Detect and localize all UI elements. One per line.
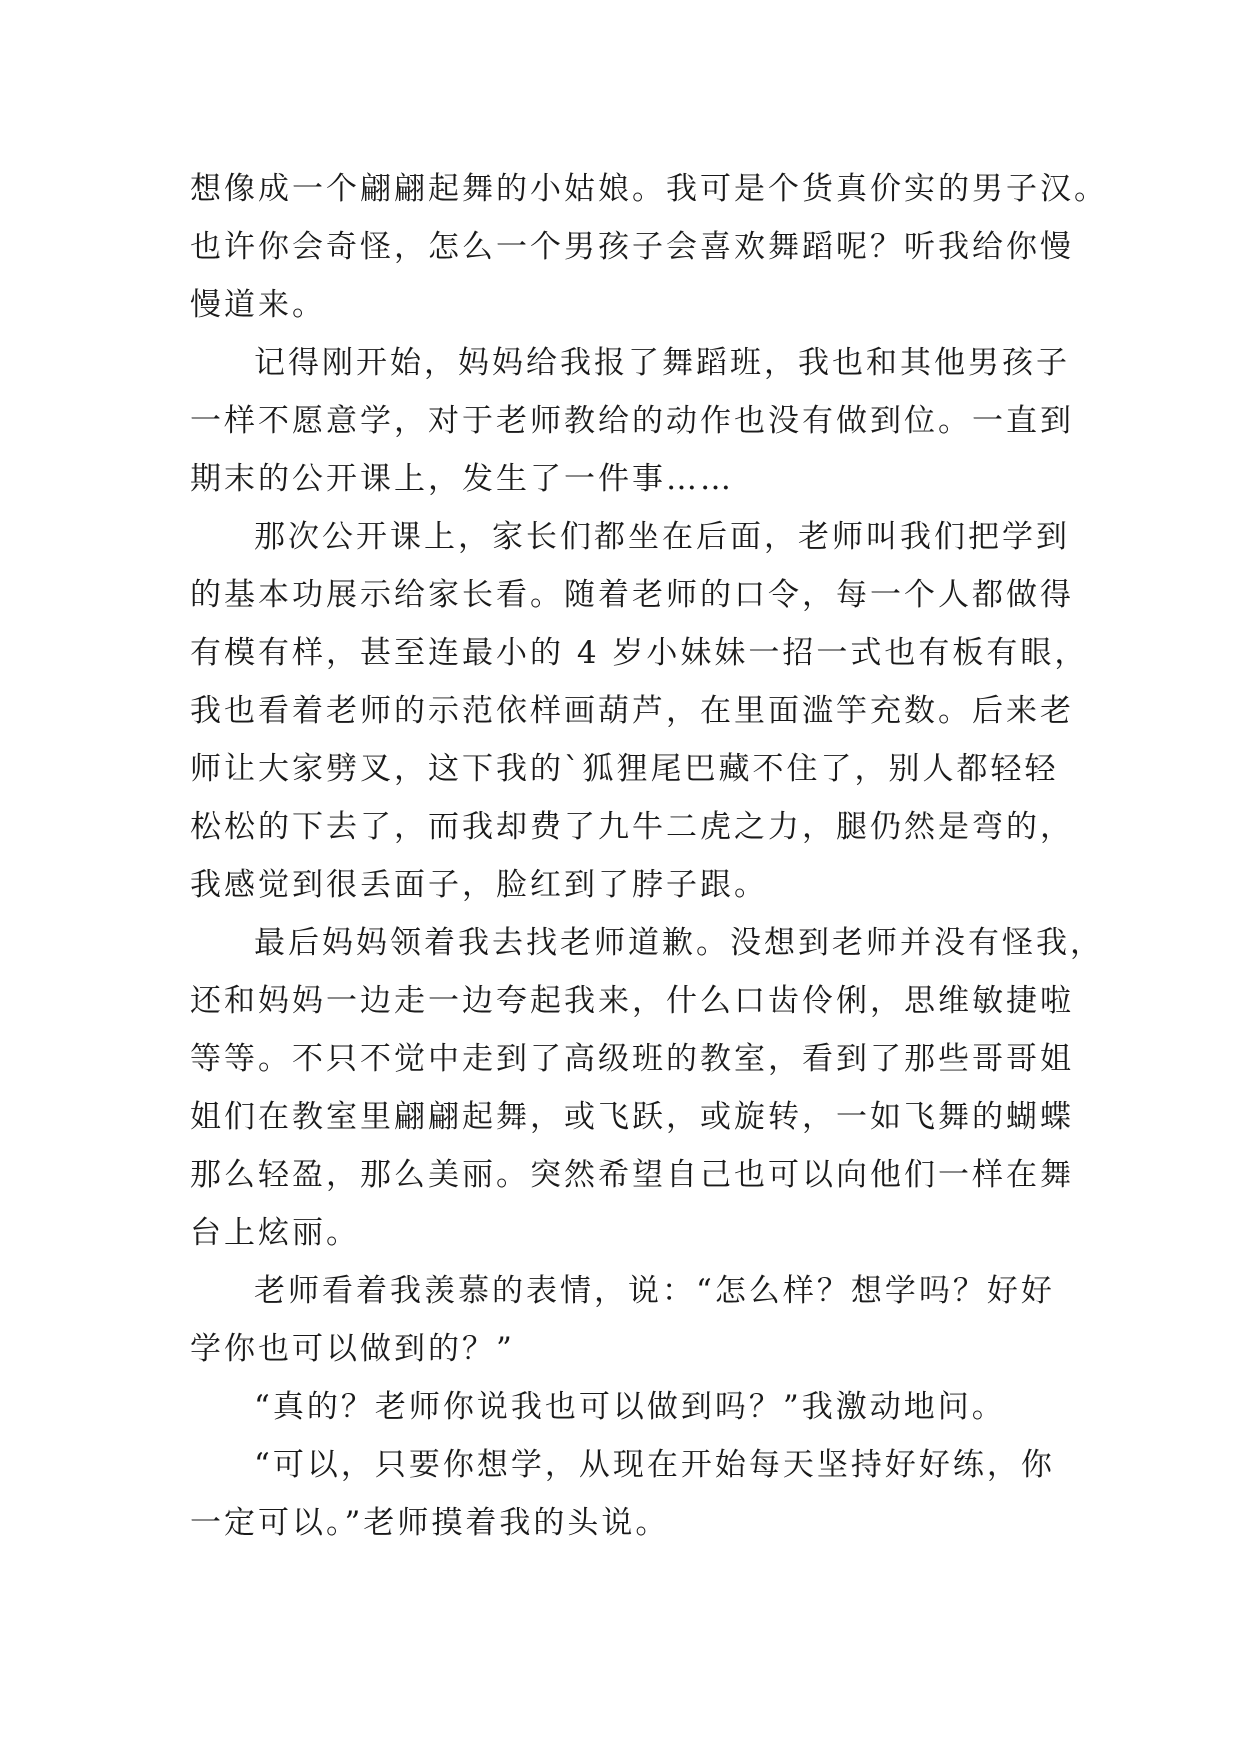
text-line: 那次公开课上，家长们都坐在后面，老师叫我们把学到: [254, 519, 1070, 555]
text-line: 等等。不只不觉中走到了高级班的教室，看到了那些哥哥姐: [190, 1041, 1074, 1077]
text-line: 松松的下去了，而我却费了九牛二虎之力，腿仍然是弯的，: [190, 809, 1074, 845]
text-line: 我也看着老师的示范依样画葫芦，在里面滥竽充数。后来老: [190, 693, 1074, 729]
text-line: 一定可以。”老师摸着我的头说。: [190, 1505, 670, 1541]
text-line: 姐们在教室里翩翩起舞，或飞跃，或旋转，一如飞舞的蝴蝶: [190, 1099, 1074, 1135]
body-text: [190, 160, 1108, 1552]
text-line: 的基本功展示给家长看。随着老师的口令，每一个人都做得: [190, 577, 1074, 613]
text-line: “真的？老师你说我也可以做到吗？”我激动地问。: [254, 1389, 1006, 1425]
text-line: 有模有样，甚至连最小的 4 岁小妹妹一招一式也有板有眼，: [190, 635, 1089, 671]
text-line: 记得刚开始，妈妈给我报了舞蹈班，我也和其他男孩子: [254, 345, 1070, 381]
text-line: 也许你会奇怪，怎么一个男孩子会喜欢舞蹈呢？听我给你慢: [190, 229, 1074, 265]
text-line: 一样不愿意学，对于老师教给的动作也没有做到位。一直到: [190, 403, 1074, 439]
text-line: “可以，只要你想学，从现在开始每天坚持好好练，你: [254, 1447, 1055, 1483]
text-line: 师让大家劈叉，这下我的`狐狸尾巴藏不住了，别人都轻轻: [190, 751, 1059, 787]
text-line: 慢道来。: [190, 287, 326, 323]
text-line: 最后妈妈领着我去找老师道歉。没想到老师并没有怪我，: [254, 925, 1104, 961]
text-line: 那么轻盈，那么美丽。突然希望自己也可以向他们一样在舞: [190, 1157, 1074, 1193]
text-line: 台上炫丽。: [190, 1215, 360, 1251]
text-line: 我感觉到很丢面子，脸红到了脖子跟。: [190, 867, 768, 903]
text-line: 期末的公开课上，发生了一件事……: [190, 461, 734, 497]
text-line: 还和妈妈一边走一边夸起我来，什么口齿伶俐，思维敏捷啦: [190, 983, 1074, 1019]
text-line: 学你也可以做到的？”: [190, 1331, 515, 1367]
text-line: 老师看着我羡慕的表情，说：“怎么样？想学吗？好好: [254, 1273, 1055, 1309]
text-line: 想像成一个翩翩起舞的小姑娘。我可是个货真价实的男子汉。: [190, 171, 1108, 207]
